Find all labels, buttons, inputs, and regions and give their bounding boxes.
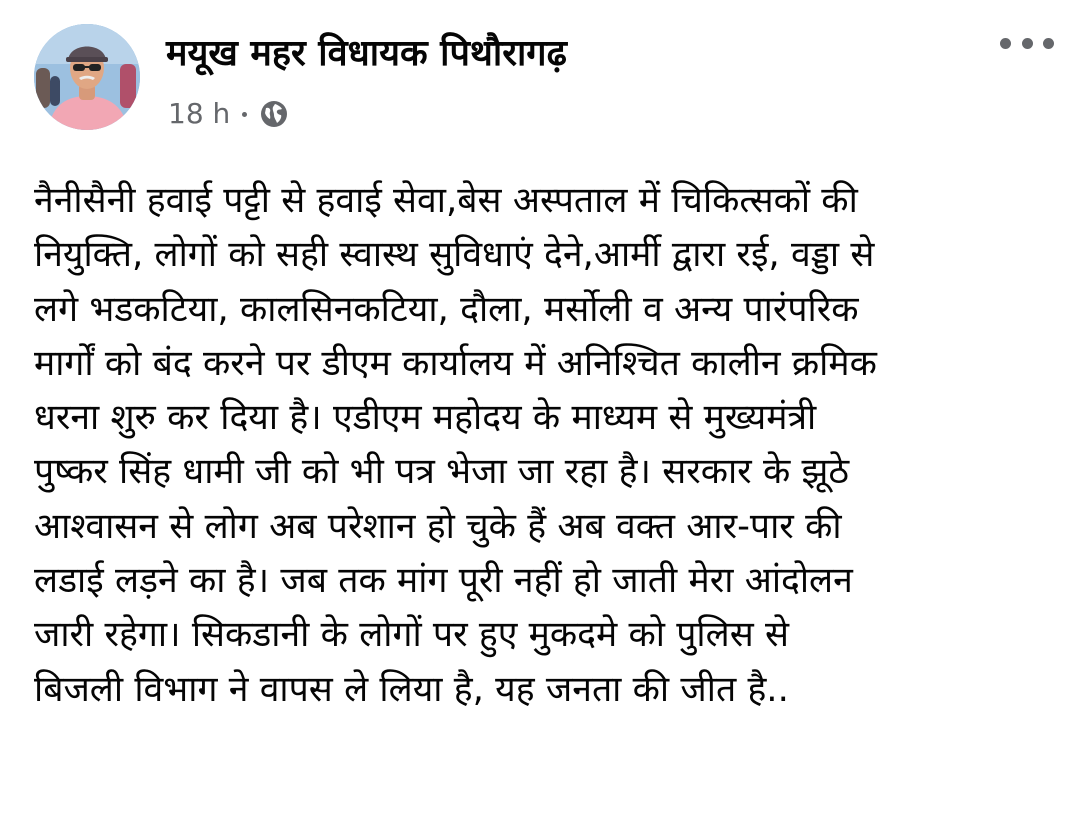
post-text-line: जारी रहेगा। सिकडानी के लोगों पर हुए मुकदमे को पुलिस से [34, 614, 789, 656]
more-dot-icon [1022, 38, 1033, 49]
post-text-line: नैनीसैनी हवाई पट्टी से हवाई सेवा,बेस अस्पताल में चिकित्सकों की [34, 180, 858, 221]
author-avatar[interactable] [34, 24, 140, 130]
post-text [34, 174, 1064, 717]
post-text-line: मार्गों को बंद करने पर डीएम कार्यालय में अनिश्चित कालीन क्रमिक [34, 342, 877, 384]
avatar-photo-icon [34, 24, 140, 130]
post-text-line: पुष्कर सिंह धामी जी को भी पत्र भेजा जा रहा है। सरकार के झूठे [34, 451, 849, 493]
more-dot-icon [1043, 38, 1054, 49]
post-timestamp[interactable]: 18 h [168, 97, 231, 130]
more-dot-icon [1000, 38, 1011, 49]
post-text-line: नियुक्ति, लोगों को सही स्वास्थ सुविधाएं देने,आर्मी द्वारा रई, वड्डा से [34, 234, 875, 276]
author-name-link[interactable]: मयूख महर विधायक पिथौरागढ़ [166, 33, 567, 74]
post-text-line: लगे भडकटिया, कालसिनकटिया, दौला, मर्सोली व अन्य पारंपरिक [34, 288, 859, 330]
globe-icon[interactable] [259, 99, 289, 129]
separator-dot [242, 112, 247, 117]
post-text-line: धरना शुरु कर दिया है। एडीएम महोदय के माध्यम से मुख्यमंत्री [34, 397, 817, 439]
post-text-line: बिजली विभाग ने वापस ले लिया है, यह जनता की जीत है.. [34, 668, 789, 710]
post-text-line: आश्वासन से लोग अब परेशान हो चुके हैं अब वक्त आर-पार की [34, 505, 842, 547]
post-text-line: लडाई लड़ने का है। जब तक मांग पूरी नहीं हो जाती मेरा आंदोलन [34, 560, 853, 602]
post-meta [168, 94, 289, 134]
more-options-button[interactable] [1000, 28, 1054, 58]
